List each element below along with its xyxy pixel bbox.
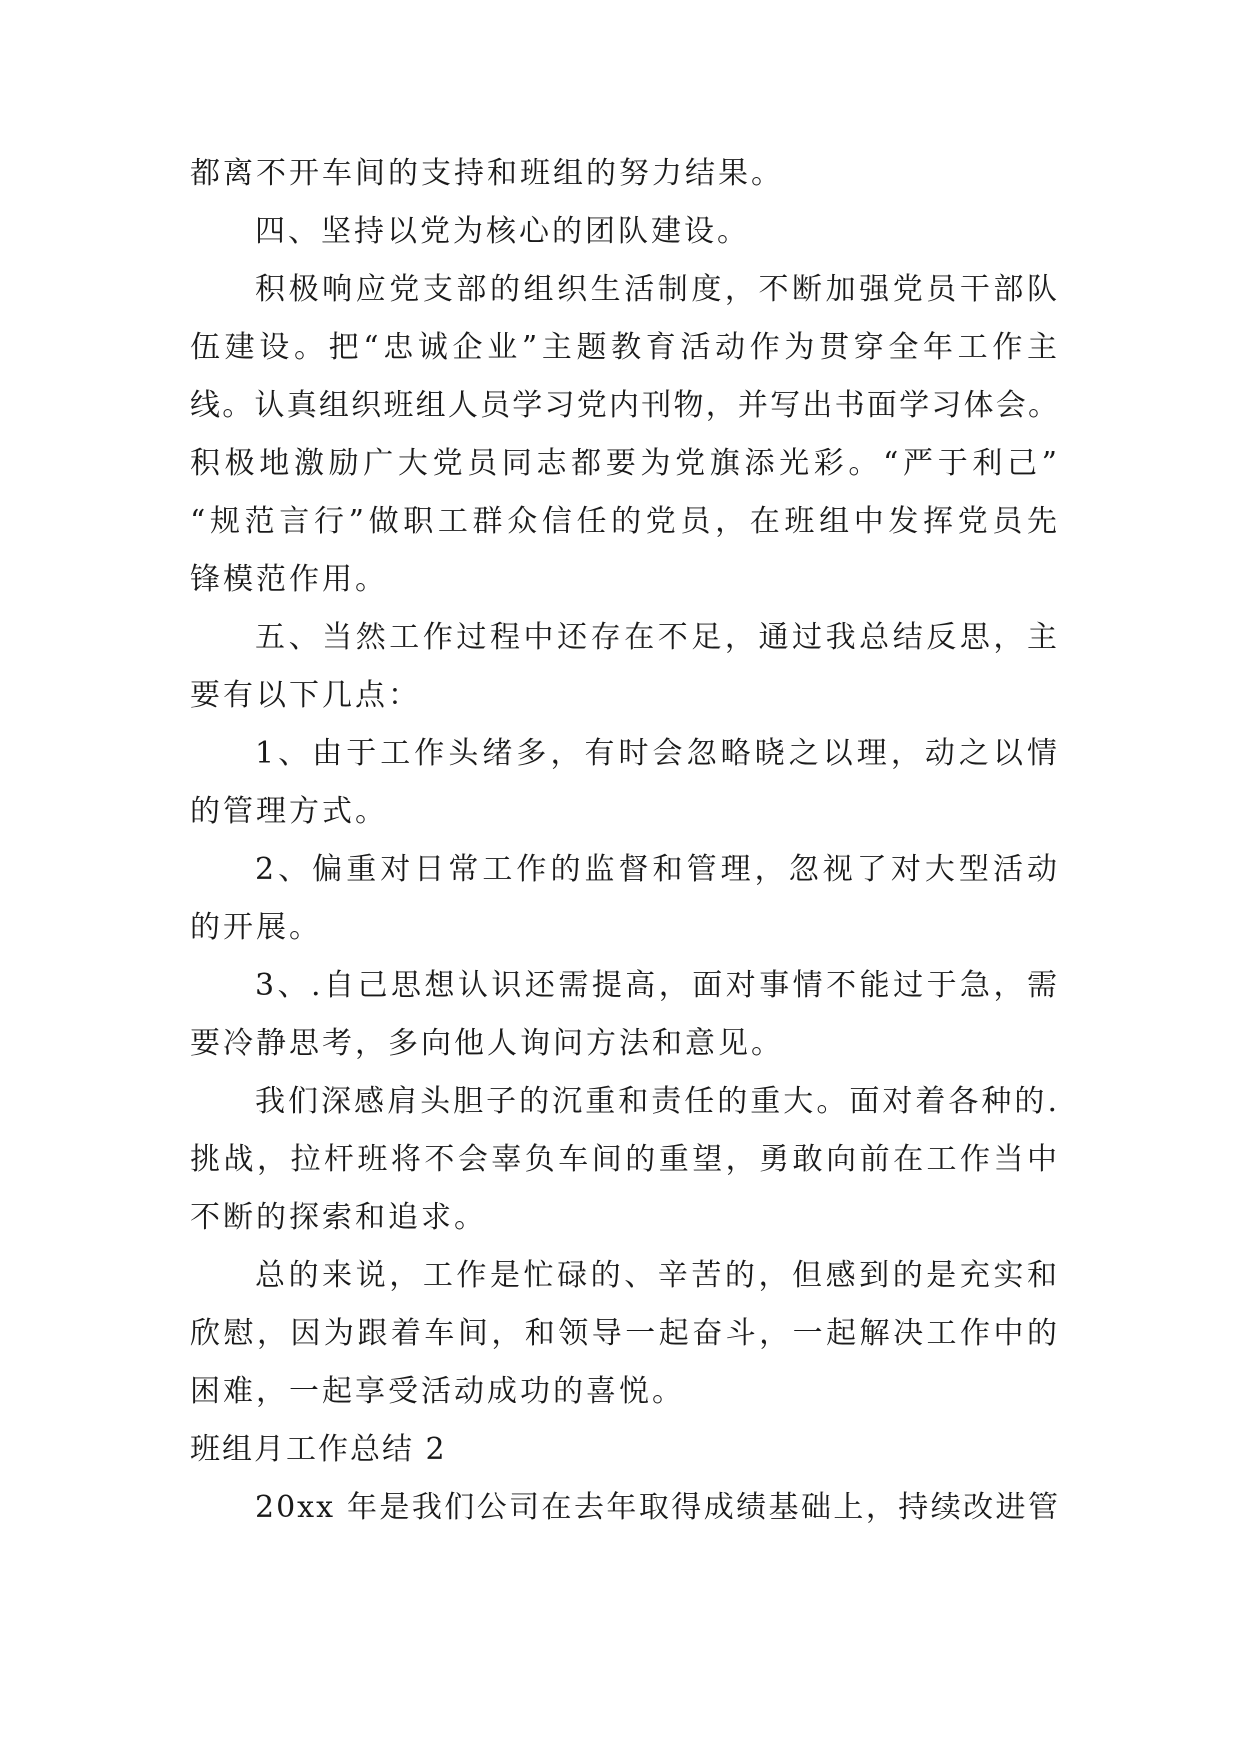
text-line: 要冷静思考，多向他人询问方法和意见。 <box>190 1026 784 1061</box>
document-title: 班组月工作总结 2 <box>190 1432 447 1467</box>
text-line: “规范言行”做职工群众信任的党员，在班组中发挥党员先 <box>190 504 1060 539</box>
text-line: 挑战，拉杆班将不会辜负车间的重望，勇敢向前在工作当中 <box>190 1142 1060 1177</box>
text-line: 伍建设。把“忠诚企业”主题教育活动作为贯穿全年工作主 <box>190 330 1060 365</box>
text-line: 锋模范作用。 <box>190 562 388 597</box>
text-line: 都离不开车间的支持和班组的努力结果。 <box>190 156 784 191</box>
text-line: 20xx 年是我们公司在去年取得成绩基础上，持续改进管 <box>255 1490 1060 1525</box>
list-item: 3、.自己思想认识还需提高，面对事情不能过于急，需 <box>255 968 1060 1003</box>
text-line: 不断的探索和追求。 <box>190 1200 487 1235</box>
section-heading: 五、当然工作过程中还存在不足，通过我总结反思，主 <box>255 620 1060 655</box>
list-item: 2、偏重对日常工作的监督和管理，忽视了对大型活动 <box>255 852 1060 887</box>
text-line: 的开展。 <box>190 910 322 945</box>
document-page <box>190 145 1060 1537</box>
section-heading: 四、坚持以党为核心的团队建设。 <box>255 214 750 249</box>
text-line: 要有以下几点： <box>190 678 421 713</box>
text-line: 欣慰，因为跟着车间，和领导一起奋斗，一起解决工作中的 <box>190 1316 1060 1351</box>
text-line: 线。认真组织班组人员学习党内刊物，并写出书面学习体会。 <box>190 388 1060 423</box>
text-line: 的管理方式。 <box>190 794 388 829</box>
text-line: 我们深感肩头胆子的沉重和责任的重大。面对着各种的. <box>255 1084 1060 1119</box>
text-line: 困难，一起享受活动成功的喜悦。 <box>190 1374 685 1409</box>
text-line: 总的来说，工作是忙碌的、辛苦的，但感到的是充实和 <box>255 1258 1060 1293</box>
text-line: 积极地激励广大党员同志都要为党旗添光彩。“严于利己” <box>190 446 1060 481</box>
list-item: 1、由于工作头绪多，有时会忽略晓之以理，动之以情 <box>255 736 1060 771</box>
text-line: 积极响应党支部的组织生活制度，不断加强党员干部队 <box>255 272 1060 307</box>
